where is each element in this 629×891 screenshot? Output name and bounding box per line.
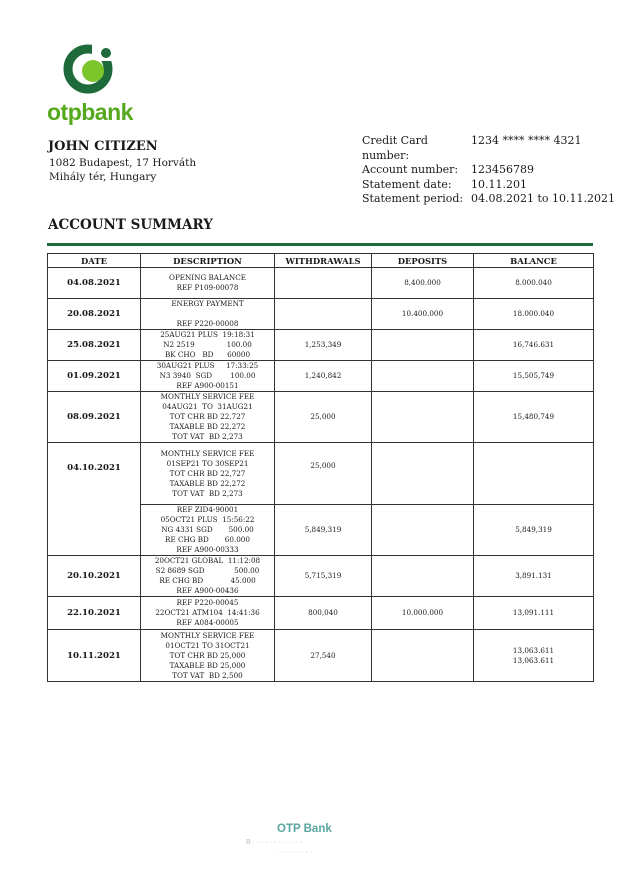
header-description: DESCRIPTION <box>141 254 275 268</box>
table-row <box>48 443 594 505</box>
cell-balance: 3,891.131 <box>474 556 594 597</box>
statement-info <box>362 134 615 207</box>
cell-withdrawal: 5,715,319 <box>275 556 372 597</box>
description-line: ENERGY PAYMENT <box>171 299 244 308</box>
cell-description <box>141 630 275 682</box>
cell-date: 20.08.2021 <box>48 299 141 330</box>
cell-deposit <box>372 443 474 505</box>
cell-balance <box>474 630 594 682</box>
cell-withdrawal: 25,000 <box>275 392 372 443</box>
table-row <box>48 330 594 361</box>
header-deposits: DEPOSITS <box>372 254 474 268</box>
cell-deposit <box>372 556 474 597</box>
description-line: 04AUG21 TO 31AUG21 <box>162 402 253 411</box>
address-line-1: 1082 Budapest, 17 Horváth <box>49 157 197 169</box>
cell-description <box>141 268 275 299</box>
cell-date: 08.09.2021 <box>48 392 141 443</box>
description-line: TAXABLE BD 22,272 <box>169 422 246 431</box>
table-row <box>48 361 594 392</box>
cell-description <box>141 361 275 392</box>
otpbank-logo-icon <box>62 44 118 94</box>
description-line: REF P109-00078 <box>176 283 239 292</box>
description-line: REF ZID4-90001 <box>176 505 239 514</box>
card-number-label: Credit Card number: <box>362 134 428 162</box>
cell-description <box>141 330 275 361</box>
description-line: OPENING BALANCE <box>169 273 246 282</box>
footer-blurred-text: B · · · · · · · · · · · · <box>246 839 302 846</box>
cell-deposit <box>372 330 474 361</box>
description-line: 25AUG21 PLUS 19:18:31 <box>160 330 255 339</box>
cell-withdrawal: 5,849,319 <box>275 505 372 556</box>
table-row <box>48 556 594 597</box>
cell-description <box>141 556 275 597</box>
description-line: 05OCT21 PLUS 15:56:22 <box>160 515 255 524</box>
cell-balance: 15,480,749 <box>474 392 594 443</box>
cell-date: 25.08.2021 <box>48 330 141 361</box>
description-line: TOT VAT BD 2,500 <box>172 670 243 680</box>
cell-withdrawal: 25,000 <box>275 443 372 505</box>
header-date: DATE <box>48 254 141 268</box>
description-line: 30AUG21 PLUS 17:33:25 <box>156 361 259 370</box>
description-line: TAXABLE BD 22,272 <box>169 478 246 488</box>
cell-balance: 8.000.040 <box>474 268 594 299</box>
account-number-value: 123456789 <box>471 163 534 176</box>
cell-withdrawal <box>275 268 372 299</box>
description-line: REF P220-00045 <box>176 598 239 607</box>
cell-date: 22.10.2021 <box>48 597 141 630</box>
description-line <box>143 309 272 319</box>
description-line: MONTHLY SERVICE FEE <box>160 392 255 401</box>
table-row <box>48 392 594 443</box>
header-balance: BALANCE <box>474 254 594 268</box>
cell-balance <box>474 443 594 505</box>
statement-period-label: Statement period: <box>362 192 464 205</box>
description-line: MONTHLY SERVICE FEE <box>160 448 255 458</box>
table-header-row <box>48 254 594 268</box>
cell-balance: 5,849,319 <box>474 505 594 556</box>
customer-name: JOHN CITIZEN <box>48 139 158 154</box>
description-line: N3 3940 SGD 100.00 <box>159 371 256 380</box>
cell-deposit: 8,400.000 <box>372 268 474 299</box>
statement-date-label: Statement date: <box>362 177 452 191</box>
description-line: 20OCT21 GLOBAL 11:12:08 <box>154 556 261 565</box>
table-row <box>48 299 594 330</box>
customer-address <box>49 157 196 184</box>
cell-withdrawal: 27,540 <box>275 630 372 682</box>
cell-description <box>141 392 275 443</box>
description-line: TOT CHR BD 25,000 <box>169 650 246 660</box>
cell-description <box>141 299 275 330</box>
description-line: N2 2519 100.00 <box>163 340 252 349</box>
description-line: REF P220-00008 <box>176 319 239 328</box>
cell-description <box>141 505 275 556</box>
description-line: REF A900-00333 <box>176 545 239 554</box>
cell-deposit <box>372 630 474 682</box>
brand-name: otpbank <box>47 99 133 125</box>
divider <box>47 243 593 246</box>
cell-balance: 16,746.631 <box>474 330 594 361</box>
account-summary-title: ACCOUNT SUMMARY <box>48 217 213 233</box>
cell-deposit: 10.000.000 <box>372 597 474 630</box>
table-row <box>48 268 594 299</box>
description-line: TOT VAT BD 2,273 <box>172 488 243 498</box>
description-line: TOT CHR BD 22,727 <box>169 412 246 421</box>
cell-deposit <box>372 361 474 392</box>
description-line: REF A900-00436 <box>176 586 239 595</box>
account-number-label: Account number: <box>362 163 459 176</box>
cell-withdrawal: 800,040 <box>275 597 372 630</box>
table-row <box>48 597 594 630</box>
description-line: REF A900-00151 <box>176 381 239 390</box>
footer-blurred-text: · · · · · · · · · <box>276 849 313 856</box>
balance-line: 13,063.611 <box>512 645 555 655</box>
description-line: TOT VAT BD 2,273 <box>172 432 243 441</box>
card-number-value: 1234 **** **** 4321 <box>471 134 582 147</box>
description-line: BK CHO BD 60000 <box>164 350 251 359</box>
balance-line: 13,063.611 <box>512 655 555 665</box>
cell-balance: 15,505,749 <box>474 361 594 392</box>
cell-date: 20.10.2021 <box>48 556 141 597</box>
cell-deposit: 10.400.000 <box>372 299 474 330</box>
cell-withdrawal: 1,253,349 <box>275 330 372 361</box>
address-line-2: Mihály tér, Hungary <box>49 170 157 183</box>
cell-date: 10.11.2021 <box>48 630 141 682</box>
cell-description <box>141 443 275 505</box>
description-line: REF A084-00005 <box>176 618 239 627</box>
cell-description <box>141 597 275 630</box>
cell-balance: 18.000.040 <box>474 299 594 330</box>
description-line: NG 4331 SGD 500.00 <box>161 525 254 534</box>
cell-withdrawal <box>275 299 372 330</box>
cell-date: 04.08.2021 <box>48 268 141 299</box>
description-line: TOT CHR BD 22,727 <box>169 468 246 478</box>
description-line: S2 8689 SGD 500.00 <box>155 566 260 575</box>
statement-date-value: 10.11.201 <box>471 177 527 191</box>
cell-deposit <box>372 392 474 443</box>
table-row <box>48 630 594 682</box>
cell-withdrawal: 1,240,842 <box>275 361 372 392</box>
cell-date: 01.09.2021 <box>48 361 141 392</box>
description-line: MONTHLY SERVICE FEE <box>160 630 255 640</box>
description-line: 01OCT21 TO 31OCT21 <box>165 640 250 650</box>
cell-date: 04.10.2021 <box>48 443 141 556</box>
cell-deposit <box>372 505 474 556</box>
cell-balance: 13,091.111 <box>474 597 594 630</box>
description-line: RE CHG BD 45.000 <box>159 576 256 585</box>
transactions-table <box>47 253 594 682</box>
header-withdrawals: WITHDRAWALS <box>275 254 372 268</box>
description-line: 01SEP21 TO 30SEP21 <box>166 458 249 468</box>
statement-period-value: 04.08.2021 to 10.11.2021 <box>471 192 615 205</box>
description-line: 22OCT21 ATM104 14:41:36 <box>155 608 260 617</box>
description-line: TAXABLE BD 25,000 <box>169 660 246 670</box>
description-line: RE CHG BD 60.000 <box>165 535 250 544</box>
footer-bank-name: OTP Bank <box>277 823 332 835</box>
